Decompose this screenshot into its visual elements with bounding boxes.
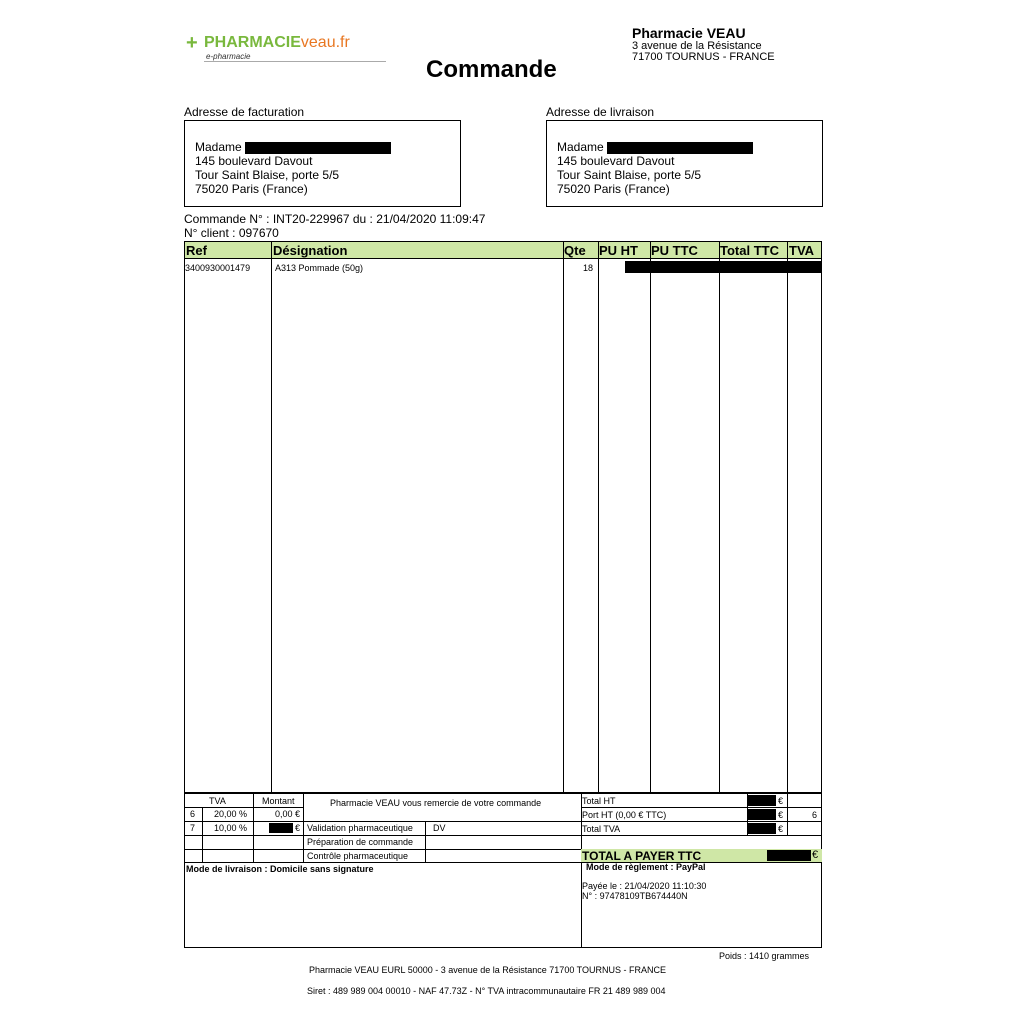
grid-line (303, 794, 304, 862)
grid-line (185, 835, 581, 836)
controle-label: Contrôle pharmaceutique (307, 851, 409, 861)
montant-header: Montant (262, 796, 295, 806)
header-total-ttc: Total TTC (720, 243, 779, 258)
delivery-address-box (546, 120, 823, 207)
total-tva-label: Total TVA (582, 824, 621, 834)
billing-line2: Tour Saint Blaise, porte 5/5 (195, 168, 340, 182)
total-to-pay-label: TOTAL A PAYER TTC (582, 849, 702, 863)
redacted-name (607, 142, 753, 154)
grid-line (581, 807, 822, 808)
total-ht-label: Total HT (582, 796, 616, 806)
delivery-street: 145 boulevard Davout (557, 154, 675, 168)
shop-name: Pharmacie VEAU (632, 25, 746, 41)
euro-sign: € (778, 824, 784, 834)
grid-line (253, 794, 254, 862)
tva-rate: 10,00 % (214, 823, 248, 833)
redacted-total (767, 850, 811, 861)
delivery-line2: Tour Saint Blaise, porte 5/5 (557, 168, 702, 182)
redacted-amount (748, 809, 776, 820)
payment-reference: N° : 97478109TB674440N (582, 891, 688, 901)
redacted-prices (625, 261, 822, 273)
delivery-label: Adresse de livraison (546, 105, 655, 119)
euro-sign: € (778, 810, 784, 820)
delivery-city: 75020 Paris (France) (557, 182, 670, 196)
grid-line (581, 835, 822, 836)
shop-street: 3 avenue de la Résistance (632, 40, 762, 52)
column-divider (650, 242, 651, 792)
row-ref: 3400930001479 (185, 263, 251, 273)
billing-city: 75020 Paris (France) (195, 182, 308, 196)
header-pu-ht: PU HT (599, 243, 638, 258)
column-divider (787, 242, 788, 792)
footer-line-1: Pharmacie VEAU EURL 50000 - 3 avenue de la Résistance 71700 TOURNUS - FRANCE (309, 965, 666, 975)
port-code: 6 (812, 810, 818, 820)
logo-divider (204, 61, 386, 62)
row-designation: A313 Pommade (50g) (275, 263, 364, 273)
euro-sign: € (778, 796, 784, 806)
thanks-message: Pharmacie VEAU vous remercie de votre commande (330, 798, 542, 808)
order-number: Commande N° : INT20-229967 du : 21/04/2020 11:09:47 (184, 212, 486, 226)
column-divider (719, 242, 720, 792)
grid-line (185, 821, 581, 822)
redacted-amount (748, 795, 776, 806)
pharmacy-logo (186, 32, 386, 62)
tva-header: TVA (209, 796, 226, 806)
grid-line (581, 821, 822, 822)
tva-code: 6 (190, 809, 196, 819)
validation-value: DV (433, 823, 446, 833)
header-designation: Désignation (273, 243, 348, 258)
header-tva: TVA (789, 243, 815, 258)
header-ref: Ref (186, 243, 207, 258)
port-ht-label: Port HT (0,00 € TTC) (582, 810, 667, 820)
weight: Poids : 1410 grammes (719, 951, 810, 961)
order-info (184, 212, 485, 240)
column-divider (563, 242, 564, 792)
tva-amount: € (295, 823, 301, 833)
payment-mode: Mode de règlement : PayPal (586, 862, 706, 872)
redacted-amount (748, 823, 776, 834)
logo-tagline: e-pharmacie (206, 52, 251, 61)
redacted-amount (269, 823, 293, 833)
row-qty: 18 (583, 263, 594, 273)
shop-address (632, 26, 775, 63)
items-table (184, 241, 822, 793)
tva-rate: 20,00 % (214, 809, 248, 819)
validation-label: Validation pharmaceutique (307, 823, 413, 833)
grid-line (787, 794, 788, 835)
redacted-name (245, 142, 391, 154)
delivery-salutation: Madame (557, 140, 604, 154)
shop-city: 71700 TOURNUS - FRANCE (632, 51, 775, 63)
summary-block (184, 793, 822, 948)
billing-salutation: Madame (195, 140, 242, 154)
billing-address-box (184, 120, 461, 207)
tva-code: 7 (190, 823, 196, 833)
header-pu-ttc: PU TTC (651, 243, 698, 258)
euro-sign: € (812, 849, 819, 861)
footer-line-2: Siret : 489 989 004 00010 - NAF 47.73Z - N° TVA intracommunautaire FR 21 489 989 004 (307, 986, 666, 996)
logo-brand: PHARMACIEveau.fr (204, 34, 350, 51)
billing-label: Adresse de facturation (184, 105, 305, 119)
cross-icon: + (186, 32, 198, 54)
client-number: N° client : 097670 (184, 226, 279, 240)
header-qty: Qte (564, 243, 586, 258)
grid-line (202, 807, 203, 862)
grid-line (185, 862, 822, 863)
column-divider (271, 242, 272, 792)
column-divider (598, 242, 599, 792)
paid-on: Payée le : 21/04/2020 11:10:30 (582, 881, 707, 891)
grid-line (185, 849, 581, 850)
page-title: Commande (426, 56, 557, 83)
preparation-label: Préparation de commande (307, 837, 414, 847)
delivery-mode: Mode de livraison : Domicile sans signature (186, 864, 374, 874)
tva-amount: 0,00 € (275, 809, 301, 819)
grid-line (425, 821, 426, 862)
billing-street: 145 boulevard Davout (195, 154, 313, 168)
